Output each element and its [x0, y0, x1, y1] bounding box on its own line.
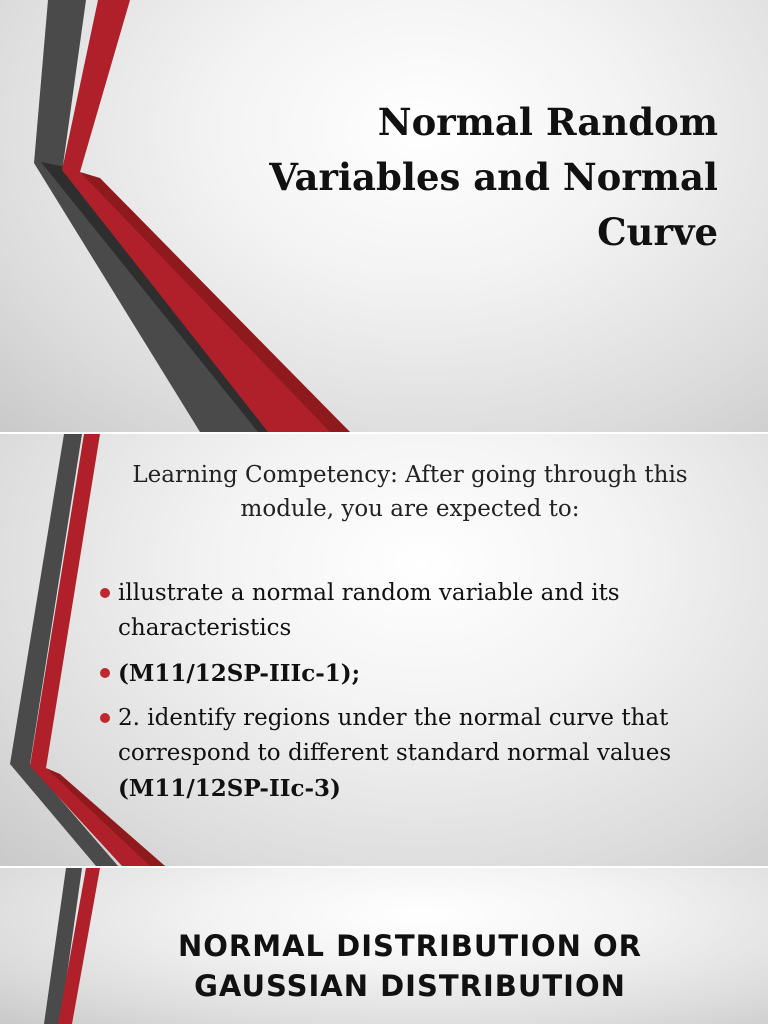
bullet-text: correspond to different standard normal values: [118, 740, 672, 766]
section-title: [130, 926, 690, 1006]
title-line: Curve: [597, 210, 718, 254]
title-line: Variables and Normal: [269, 155, 718, 199]
title-line: GAUSSIAN DISTRIBUTION: [194, 969, 626, 1003]
bullet-icon: [100, 713, 110, 723]
competency-slide: [0, 434, 768, 866]
bullet-text: 2. identify regions under the normal curve that: [118, 705, 669, 731]
competency-list: [100, 576, 720, 816]
slide-decoration: [0, 868, 120, 1024]
bullet-code: (M11/12SP-IIIc-1);: [118, 660, 361, 687]
bullet-text: illustrate a normal random variable and its: [118, 580, 620, 606]
section-slide: [0, 868, 768, 1024]
title-line: NORMAL DISTRIBUTION OR: [177, 929, 642, 963]
intro-line: Learning Competency: After going through this: [132, 462, 688, 488]
list-item: [100, 576, 720, 646]
competency-intro: [110, 458, 710, 526]
title-line: Normal Random: [377, 100, 718, 144]
list-item: [100, 701, 720, 806]
title-slide: [0, 0, 768, 432]
bullet-code: (M11/12SP-IIc-3): [118, 775, 341, 802]
bullet-icon: [100, 668, 110, 678]
bullet-text: characteristics: [118, 615, 292, 641]
bullet-icon: [100, 588, 110, 598]
slide-title: [248, 95, 718, 260]
list-item: [100, 656, 720, 691]
intro-line: module, you are expected to:: [240, 496, 580, 522]
